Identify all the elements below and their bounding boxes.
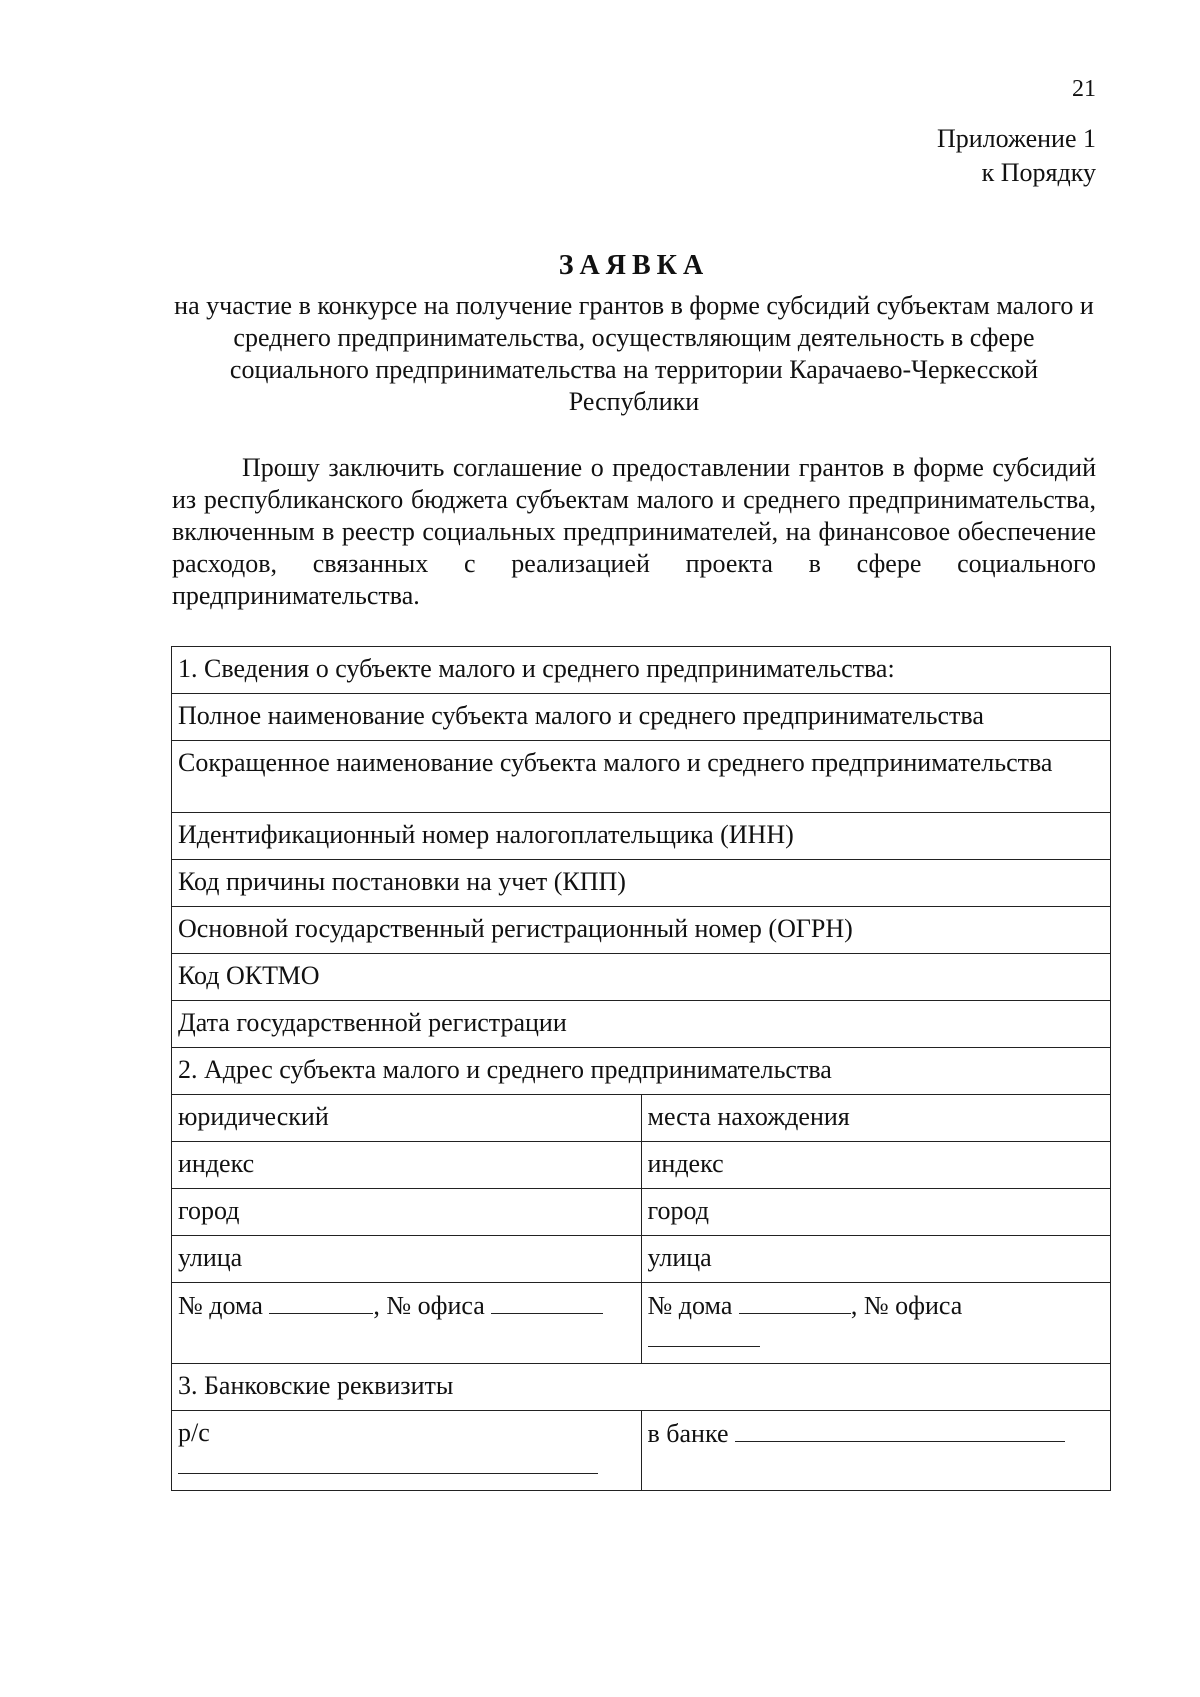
request-paragraph: Прошу заключить соглашение о предоставлении грантов в форме субсидий из республиканского бюджета субъектам малого и среднего предпринимательства, включенным в реестр социальных предпринимателей, на финансовое обеспечение расходов, связанных с реализацией проекта в сфере социального предпринимательства.: [172, 453, 1096, 610]
house-blank[interactable]: [269, 1289, 373, 1314]
document-subtitle: на участие в конкурсе на получение грантов в форме субсидий субъектам малого и среднего предпринимательства, осуществляющим деятельность в сфере социального предпринимательства на территории Карачаево-Черкесской Республики: [174, 291, 1094, 416]
page-number: 21: [1072, 76, 1096, 102]
bank-blank[interactable]: [735, 1417, 1065, 1442]
legal-index-field[interactable]: индекс: [172, 1142, 642, 1189]
inn-field[interactable]: Идентификационный номер налогоплательщика (ИНН): [172, 813, 1111, 860]
kpp-field[interactable]: Код причины постановки на учет (КПП): [172, 860, 1111, 907]
house-label: № дома: [178, 1291, 263, 1320]
house-label: № дома: [647, 1291, 733, 1320]
oktmo-field[interactable]: Код ОКТМО: [172, 954, 1111, 1001]
registration-date-field[interactable]: Дата государственной регистрации: [172, 1001, 1111, 1048]
appendix-line: Приложение 1: [936, 124, 1096, 153]
house-blank[interactable]: [739, 1289, 851, 1314]
bank-label: в банке: [647, 1419, 729, 1448]
office-blank[interactable]: [491, 1289, 603, 1314]
document-title: ЗАЯВКА: [558, 250, 710, 281]
account-label: р/с: [178, 1418, 210, 1447]
account-blank[interactable]: [178, 1449, 598, 1474]
office-label: , № офиса: [850, 1291, 963, 1320]
legal-city-field[interactable]: город: [172, 1189, 642, 1236]
section-2-heading: 2. Адрес субъекта малого и среднего предпринимательства: [172, 1048, 1111, 1095]
location-street-field[interactable]: улица: [641, 1236, 1111, 1283]
appendix-reference: [937, 122, 1096, 190]
short-name-field[interactable]: Сокращенное наименование субъекта малого и среднего предпринимательства: [172, 741, 1111, 813]
legal-house-office-field[interactable]: [172, 1283, 642, 1364]
section-1-heading: 1. Сведения о субъекте малого и среднего предпринимательства:: [172, 647, 1111, 694]
legal-street-field[interactable]: улица: [172, 1236, 642, 1283]
legal-address-header: юридический: [172, 1095, 642, 1142]
section-3-heading: 3. Банковские реквизиты: [172, 1364, 1111, 1411]
location-address-header: места нахождения: [641, 1095, 1111, 1142]
account-field[interactable]: [172, 1411, 642, 1491]
application-form-table: [171, 646, 1111, 1491]
full-name-field[interactable]: Полное наименование субъекта малого и среднего предпринимательства: [172, 694, 1111, 741]
ogrn-field[interactable]: Основной государственный регистрационный номер (ОГРН): [172, 907, 1111, 954]
location-house-office-field[interactable]: [641, 1283, 1111, 1364]
office-blank[interactable]: [648, 1322, 760, 1347]
bank-field[interactable]: [641, 1411, 1111, 1491]
location-index-field[interactable]: индекс: [641, 1142, 1111, 1189]
location-city-field[interactable]: город: [641, 1189, 1111, 1236]
office-label: , № офиса: [373, 1291, 485, 1320]
appendix-order-line: к Порядку: [981, 158, 1096, 187]
